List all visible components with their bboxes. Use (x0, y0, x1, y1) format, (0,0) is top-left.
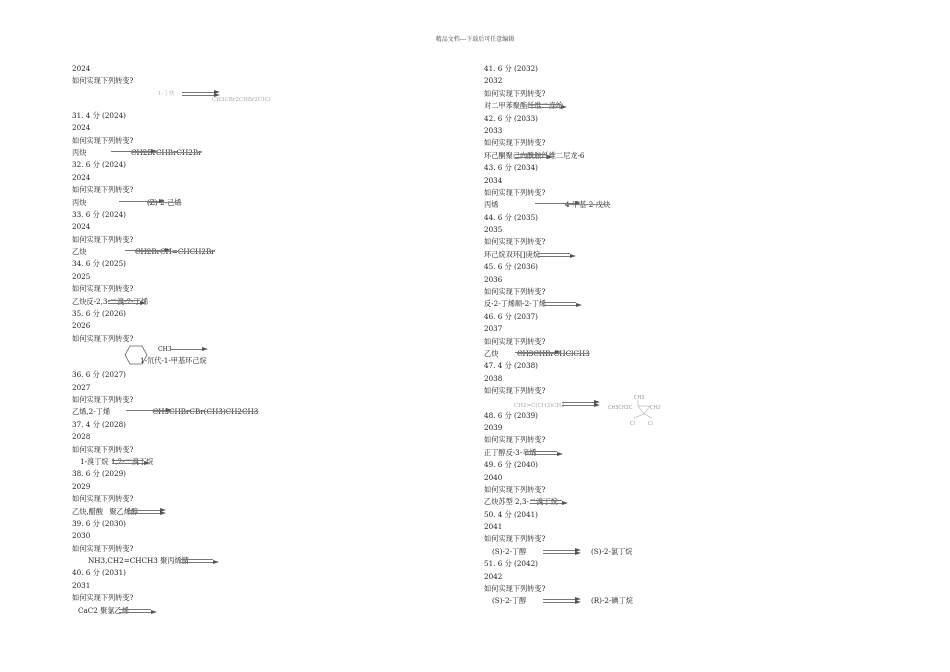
question-line: 如何实现下列转变? (72, 185, 134, 195)
reaction-46 (484, 298, 784, 310)
year-line: 2032 (484, 76, 503, 86)
year-line: 2037 (484, 324, 503, 334)
reaction-arrow-icon (535, 201, 581, 209)
problem-number: 35. 6 分 (2026) (72, 309, 126, 319)
reaction-45 (484, 249, 784, 261)
year-line: 2039 (484, 422, 503, 432)
question-line: 如何实现下列转变? (484, 187, 546, 197)
question-line: 如何实现下列转变? (484, 237, 546, 247)
problem-number: 40. 6 分 (2031) (72, 568, 126, 578)
reaction-text: 反-2-丁烯顺-2-丁烯 (484, 299, 546, 309)
question-line: 如何实现下列转变? (484, 88, 546, 98)
reaction-arrow-icon (529, 102, 567, 110)
reactant: 乙炔 (72, 247, 87, 257)
question-line: 如何实现下列转变? (484, 386, 546, 396)
year-line: 2028 (72, 432, 91, 442)
problem-number: 32. 6 分 (2024) (72, 160, 126, 170)
product: CH3CHBrCHClCH3 (516, 348, 590, 358)
problem-number: 43. 6 分 (2034) (484, 163, 538, 173)
reaction-35 (72, 296, 372, 308)
year-line: 2024 (72, 64, 91, 73)
year-line: 2038 (484, 373, 503, 383)
year-line: 2024 (72, 222, 91, 232)
reaction-41 (72, 605, 372, 617)
reaction-text: 正丁醇反-3-辛烯 (484, 447, 537, 457)
reaction-arrow-icon (530, 498, 568, 506)
question-line: 如何实现下列转变? (72, 333, 134, 343)
reaction-arrow-icon (515, 152, 553, 160)
question-line: 如何实现下列转变? (484, 336, 546, 346)
reaction-arrow-icon (119, 199, 165, 207)
reaction-arrow-icon (515, 350, 561, 358)
year-line: 2024 (72, 172, 91, 182)
reactant: 丙烯 (484, 200, 499, 210)
reaction-arrow-icon (125, 248, 171, 256)
problem-number: 48. 6 分 (2039) (484, 410, 538, 420)
reaction-text: CaC2 聚氯乙烯 (78, 605, 129, 615)
year-line: 2033 (484, 125, 503, 135)
reactant: 乙炔 (484, 348, 499, 358)
question-line: 如何实现下列转变? (72, 543, 134, 553)
problem-number: 36. 6 分 (2027) (72, 370, 126, 380)
reaction-51 (484, 546, 784, 558)
year-line: 2036 (484, 274, 503, 284)
reaction-arrow-icon (126, 408, 172, 416)
reaction-47 (484, 348, 784, 360)
problem-number: 33. 6 分 (2024) (72, 209, 126, 219)
reaction-text: 环己烷双环[]庚烷 (484, 249, 540, 259)
reactant: 丙炔 (72, 197, 87, 207)
struct-label: CH2 (650, 404, 661, 411)
left-column (72, 63, 372, 617)
product: CH2BrCHBrCH2Br (130, 147, 202, 157)
problem-number: 38. 6 分 (2029) (72, 469, 126, 479)
product: 聚乙烯醇 (109, 506, 139, 516)
problem-number: 51. 6 分 (2042) (484, 559, 538, 569)
reaction-arrow-icon (119, 607, 157, 615)
reaction-50 (484, 496, 784, 508)
problem-number: 50. 4 分 (2041) (484, 509, 538, 519)
problem-number: 42. 6 分 (2033) (484, 113, 538, 123)
year-line: 2041 (484, 522, 503, 532)
reaction-arrow-icon (128, 508, 166, 516)
reaction-text: 对二甲苯聚酯纤维二涤纶 (484, 101, 564, 111)
problem-number: 45. 6 分 (2036) (484, 262, 538, 272)
problem-number: 37. 4 分 (2028) (72, 419, 126, 429)
product: (Z)-2-己烯 (146, 197, 182, 207)
reaction-38 (72, 456, 372, 468)
question-line: 如何实现下列转变? (484, 584, 546, 594)
struct-label: Cl (630, 420, 635, 427)
reaction-31 (72, 88, 372, 110)
reaction-42 (484, 100, 784, 112)
reactant: (S)-2-丁醇 (492, 596, 527, 606)
problem-number: 34. 6 分 (2025) (72, 259, 126, 269)
reaction-34 (72, 246, 372, 258)
question-line: 如何实现下列转变? (72, 135, 134, 145)
reactant: (S)-2-丁醇 (492, 546, 527, 556)
reaction-37 (72, 406, 372, 418)
reactant: 1-丁炔 (158, 90, 175, 97)
reaction-text: 乙炔反-2,3-二溴-2-丁烯 (72, 296, 149, 306)
reaction-arrow-icon (543, 597, 581, 605)
methyl-label: CH3 (158, 346, 172, 354)
problem-number: 41. 6 分 (2032) (484, 64, 538, 73)
reaction-text: 1-溴丁烷 1,2-二溴丁烷 (80, 456, 154, 466)
reaction-39 (72, 506, 372, 518)
right-column (484, 63, 784, 608)
question-line: 如何实现下列转变? (484, 287, 546, 297)
struct-label: CH3CH2C (608, 404, 633, 411)
struct-label: Cl (648, 420, 653, 427)
reaction-arrow-icon (544, 300, 582, 308)
problem-number: 47. 4 分 (2038) (484, 361, 538, 371)
question-line: 如何实现下列转变? (72, 76, 134, 86)
year-line: 2031 (72, 580, 91, 590)
reactant: 乙炔,醋酸 (72, 506, 104, 516)
product: (R)-2-碘丁烷 (590, 596, 633, 606)
reaction-arrow-icon (170, 347, 208, 355)
year-line: 2040 (484, 472, 503, 482)
product: 1-氘代-1-甲基环己烷 (140, 356, 207, 366)
question-line: 如何实现下列转变? (72, 284, 134, 294)
reaction-text: 乙炔苏型 2,3-二溴丁烷 (484, 497, 558, 507)
question-line: 如何实现下列转变? (72, 494, 134, 504)
struct-label: CH3 (634, 394, 645, 401)
problem-number: 39. 6 分 (2030) (72, 518, 126, 528)
year-line: 2029 (72, 481, 91, 491)
reaction-44 (484, 199, 784, 211)
product: 4-甲基-2-戊炔 (564, 200, 611, 210)
reaction-40 (72, 555, 372, 567)
question-line: 如何实现下列转变? (484, 138, 546, 148)
reaction-32 (72, 147, 372, 159)
question-line: 如何实现下列转变? (484, 484, 546, 494)
reaction-arrow-icon (525, 449, 563, 457)
problem-number: 44. 6 分 (2035) (484, 212, 538, 222)
year-line: 2034 (484, 175, 503, 185)
product: CH2BrCH=CHCH2Br (134, 247, 215, 257)
reactant: 丙炔 (72, 147, 87, 157)
reaction-arrow-icon (543, 548, 581, 556)
product: (S)-2-氯丁烷 (590, 546, 633, 556)
year-line: 2042 (484, 571, 503, 581)
reaction-arrow-icon (108, 298, 146, 306)
reaction-arrow-icon (538, 251, 576, 259)
reaction-43 (484, 150, 784, 162)
problem-number: 31. 4 分 (2024) (72, 110, 126, 120)
year-line: 2024 (72, 123, 91, 133)
reactant: 乙烯,2-丁烯 (72, 407, 111, 417)
reaction-arrow-icon (181, 557, 219, 565)
product: CH3CHBrCBr(CH3)CH2CH3 (152, 407, 259, 417)
question-line: 如何实现下列转变? (72, 234, 134, 244)
year-line: 2030 (72, 531, 91, 541)
year-line: 2035 (484, 225, 503, 235)
year-line: 2027 (72, 382, 91, 392)
reaction-text: NH3,CH2=CHCH3 聚丙烯腈 (88, 556, 189, 566)
question-line: 如何实现下列转变? (72, 593, 134, 603)
question-line: 如何实现下列转变? (72, 394, 134, 404)
question-line: 如何实现下列转变? (484, 435, 546, 445)
question-line: 如何实现下列转变? (484, 534, 546, 544)
reaction-49 (484, 447, 784, 459)
reaction-52 (484, 595, 784, 607)
reaction-arrow-icon (562, 400, 600, 408)
year-line: 2026 (72, 321, 91, 331)
product: CH3CBr2CHBr2CH3 (212, 96, 271, 103)
year-line: 2025 (72, 271, 91, 281)
question-line: 如何实现下列转变? (72, 444, 134, 454)
reaction-arrow-icon (112, 458, 150, 466)
problem-number: 46. 6 分 (2037) (484, 311, 538, 321)
reaction-text: 环己酮聚己内酰胺纤维二尼龙-6 (484, 150, 585, 160)
reaction-36 (72, 345, 372, 369)
reaction-arrow-icon (111, 149, 157, 157)
reactant: CH2=C(CH3)CH3 (514, 402, 565, 409)
page-header: 精品文档---下载后可任意编辑 (435, 36, 515, 43)
reaction-33 (72, 197, 372, 209)
problem-number: 49. 6 分 (2040) (484, 460, 538, 470)
